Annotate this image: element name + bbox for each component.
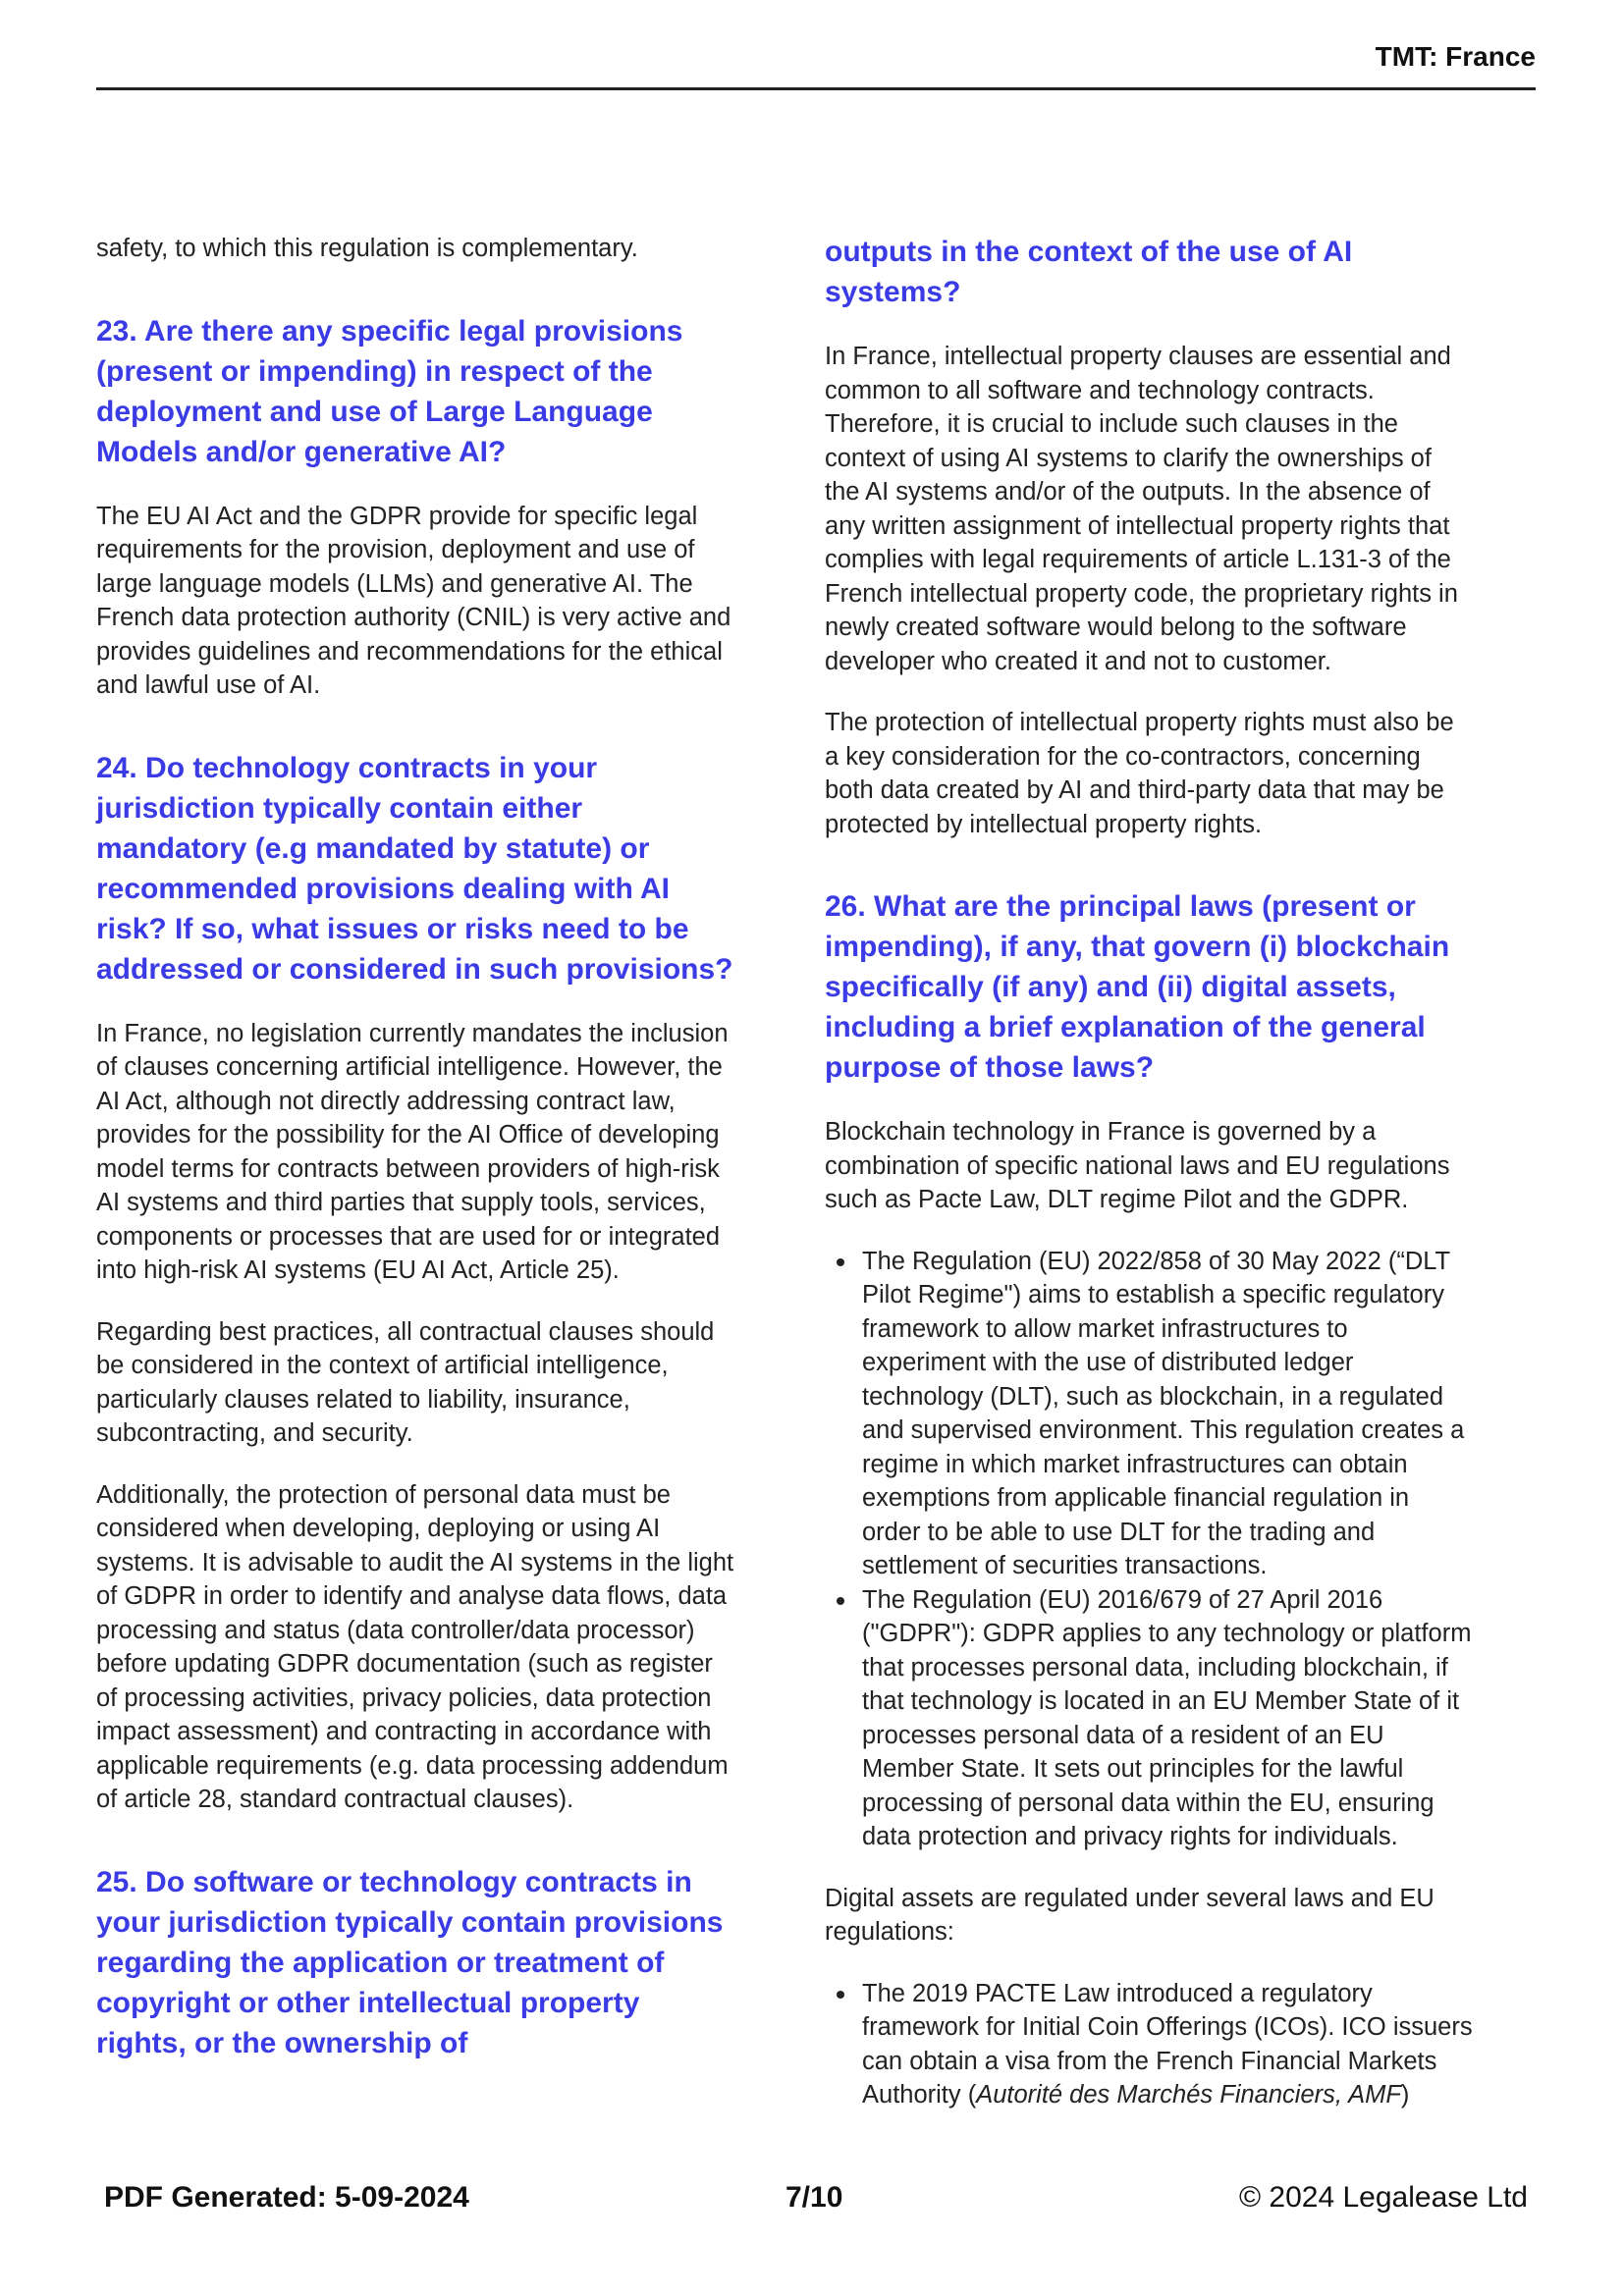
paragraph-continuation: safety, to which this regulation is complementary.: [96, 235, 638, 262]
answer-24-paragraph-2: Regarding best practices, all contractual clauses should be considered in the context of artificial intelligence, particularly clauses related to liability, insurance, subcontracting, and security.: [96, 1317, 715, 1447]
answer-26-paragraph-2: Digital assets are regulated under several laws and EU regulations:: [825, 1884, 1435, 1946]
bullet-icon: [837, 1258, 844, 1266]
question-24-heading: 24. Do technology contracts in your jurisdiction typically contain either mandatory (e.g mandated by statute) or recommended provisions dealing with AI risk? If so, what issues or risks need to be addressed or considered in such provisions?: [96, 751, 733, 986]
answer-23-paragraph: The EU AI Act and the GDPR provide for specific legal requirements for the provision, deployment and use of large language models (LLMs) and generative AI. The French data protection authority (CNIL) is very active and provides guidelines and recommendations for the ethical and lawful use of AI.: [96, 502, 731, 699]
footer-generated-date: PDF Generated: 5-09-2024: [104, 2181, 469, 2214]
digital-assets-list: [825, 1977, 1473, 2112]
bullet-icon: [837, 1597, 844, 1605]
list-item: [825, 1977, 1473, 2112]
answer-25-paragraph-2: The protection of intellectual property rights must also be a key consideration for the co-contractors, concerning both data created by AI and third-party data that may be protected by intellectual property rights.: [825, 709, 1454, 838]
question-23-heading: 23. Are there any specific legal provisions (present or impending) in respect of the deployment and use of Large Language Models and/or generative AI?: [96, 314, 683, 468]
answer-24-paragraph-3: Additionally, the protection of personal data must be considered when developing, deploying or using AI systems. It is advisable to audit the AI systems in the light of GDPR in order to identify and analyse data flows, data processing and status (data controller/data processor) before updating GDPR documentation (such as register of processing activities, privacy policies, data protection impact assessment) and contracting in accordance with applicable requirements (e.g. data processing addendum of article 28, standard contractual clauses).: [96, 1480, 734, 1813]
list-item-text: The Regulation (EU) 2016/679 of 27 April 2016 ("GDPR"): GDPR applies to any technology or platform that processes personal data, including blockchain, if that technology is located in an EU Member State of it processes personal data of a resident of an EU Member State. It sets out principles for the lawful processing of personal data within the EU, ensuring data protection and privacy rights for individuals.: [862, 1585, 1472, 1850]
list-item: [825, 1245, 1473, 1583]
question-26-heading: 26. What are the principal laws (present or impending), if any, that govern (i) blockchain specifically (if any) and (ii) digital assets, including a brief explanation of the general purpose of those laws?: [825, 890, 1450, 1084]
footer-copyright: © 2024 Legalease Ltd: [1238, 2181, 1528, 2214]
header-divider: [96, 87, 1536, 90]
question-25-heading: 25. Do software or technology contracts in your jurisdiction typically contain provisions regarding the application or treatment of copyright or other intellectual property rights, or the ownership of: [96, 1865, 724, 2059]
list-item-text: The Regulation (EU) 2022/858 of 30 May 2022 (“DLT Pilot Regime") aims to establish a specific regulatory framework to allow market infrastructures to experiment with the use of distributed ledger technology (DLT), such as blockchain, in a regulated and supervised environment. This regulation creates a regime in which market infrastructures can obtain exemptions from applicable financial regulation in order to be able to use DLT for the trading and settlement of securities transactions.: [862, 1247, 1465, 1579]
answer-25-paragraph-1: In France, intellectual property clauses are essential and common to all software and technology contracts. Therefore, it is crucial to include such clauses in the context of using AI systems to clarify the ownerships of the AI systems and/or of the outputs. In the absence of any written assignment of intellectual property rights that complies with legal requirements of article L.131-3 of the French intellectual property code, the proprietary rights in newly created software would belong to the software developer who created it and not to customer.: [825, 343, 1458, 675]
blockchain-regulations-list: [825, 1245, 1473, 1854]
right-column: [825, 232, 1473, 2140]
question-25-heading-continued: outputs in the context of the use of AI systems?: [825, 236, 1353, 308]
running-header-title: TMT: France: [1375, 41, 1536, 72]
list-item-text: The 2019 PACTE Law introduced a regulatory framework for Initial Coin Offerings (ICOs). ICO issuers can obtain a visa from the French Financial Markets Authority (: [862, 1979, 1473, 2109]
answer-26-paragraph-1: Blockchain technology in France is governed by a combination of specific national laws and EU regulations such as Pacte Law, DLT regime Pilot and the GDPR.: [825, 1118, 1450, 1213]
left-column: [96, 232, 736, 2091]
answer-24-paragraph-1: In France, no legislation currently mandates the inclusion of clauses concerning artificial intelligence. However, the AI Act, although not directly addressing contract law, provides for the possibility for the AI Office of developing model terms for contracts between providers of high-risk AI systems and third parties that supply tools, services, components or processes that are used for or integrated into high-risk AI systems (EU AI Act, Article 25).: [96, 1019, 729, 1284]
bullet-icon: [837, 1991, 844, 1999]
list-item: [825, 1583, 1473, 1854]
list-item-closing-paren: ): [1400, 2081, 1410, 2109]
list-item-italic-text: Autorité des Marchés Financiers, AMF: [976, 2081, 1401, 2109]
footer-page-number: 7/10: [785, 2181, 843, 2214]
